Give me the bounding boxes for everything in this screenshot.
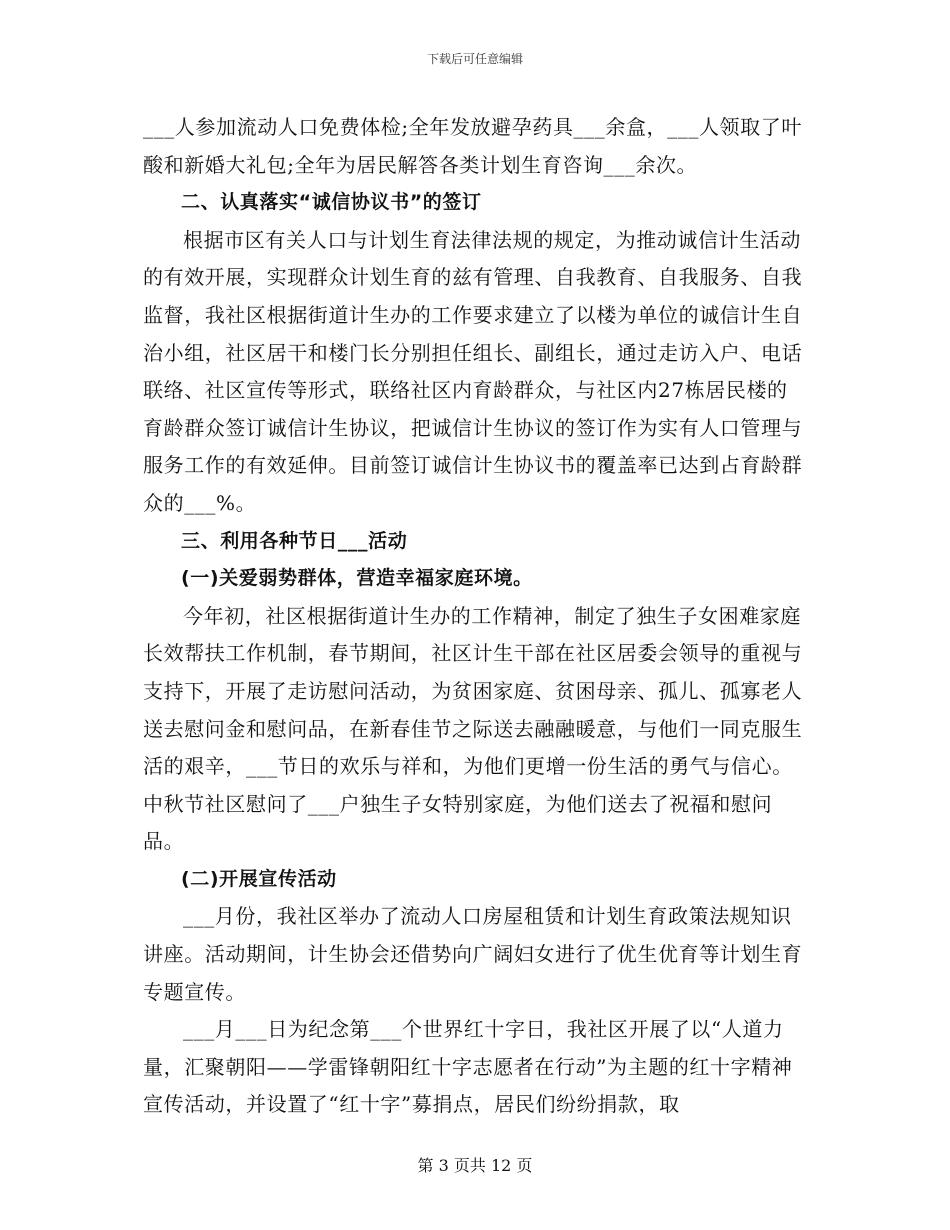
section-heading-2: 二、认真落实“诚信协议书”的签订 — [181, 191, 482, 214]
page-number: 第 3 页共 12 页 — [417, 1156, 533, 1175]
page-header: 下载后可任意编辑 — [426, 52, 523, 66]
paragraph-care-vulnerable: 今年初，社区根据街道计生办的工作精神，制定了独生子女困难家庭长效帮扶工作机制，春节期间，社区计生干部在社区居委会领导的重视与支持下，开展了走访慰问活动，为贫困家庭、贫困母亲、孤儿、孤寡老人送去慰问金和慰问品，在新春佳节之际送去融融暖意，与他们一同克服生活的艰辛，___节日的欢乐与祥和，为他们更增一份生活的勇气与信心。中秋节社区慰问了___户独生子女特别家庭，为他们送去了祝福和慰问品。 — [143, 603, 803, 854]
paragraph-services-continued: ___人参加流动人口免费体检;全年发放避孕药具___余盒，___人领取了叶酸和新婚大礼包;全年为居民解答各类计划生育咨询___余次。 — [143, 115, 802, 177]
paragraph-publicity-lecture: ___月份，我社区举办了流动人口房屋租赁和计划生育政策法规知识讲座。活动期间，计生协会还借势向广阔妇女进行了优生优育等计划生育专题宣传。 — [143, 904, 803, 1004]
paragraph-red-cross-day: ___月___日为纪念第___个世界红十字日，我社区开展了以“人道力量，汇聚朝阳——学雷锋朝阳红十字志愿者在行动”为主题的红十字精神宣传活动，并设置了“红十字”募捐点，居民们纷纷捐款，取 — [143, 1017, 793, 1117]
document-body — [143, 109, 807, 1124]
subsection-heading-2: (二)开展宣传活动 — [181, 867, 337, 890]
paragraph-integrity-agreement: 根据市区有关人口与计划生育法律法规的规定，为推动诚信计生活动的有效开展，实现群众计划生育的兹有管理、自我教育、自我服务、自我监督，我社区根据街道计生办的工作要求建立了以楼为单位的诚信计生自治小组，社区居干和楼门长分别担任组长、副组长，通过走访入户、电话联络、社区宣传等形式，联络社区内育龄群众，与社区内27栋居民楼的育龄群众签订诚信计生协议，把诚信计生协议的签订作为实有人口管理与服务工作的有效延伸。目前签订诚信计生协议书的覆盖率已达到占育龄群众的___%。 — [143, 227, 803, 515]
subsection-heading-1: (一)关爱弱势群体，营造幸福家庭环境。 — [181, 567, 533, 590]
section-heading-3: 三、利用各种节日___活动 — [181, 529, 408, 552]
